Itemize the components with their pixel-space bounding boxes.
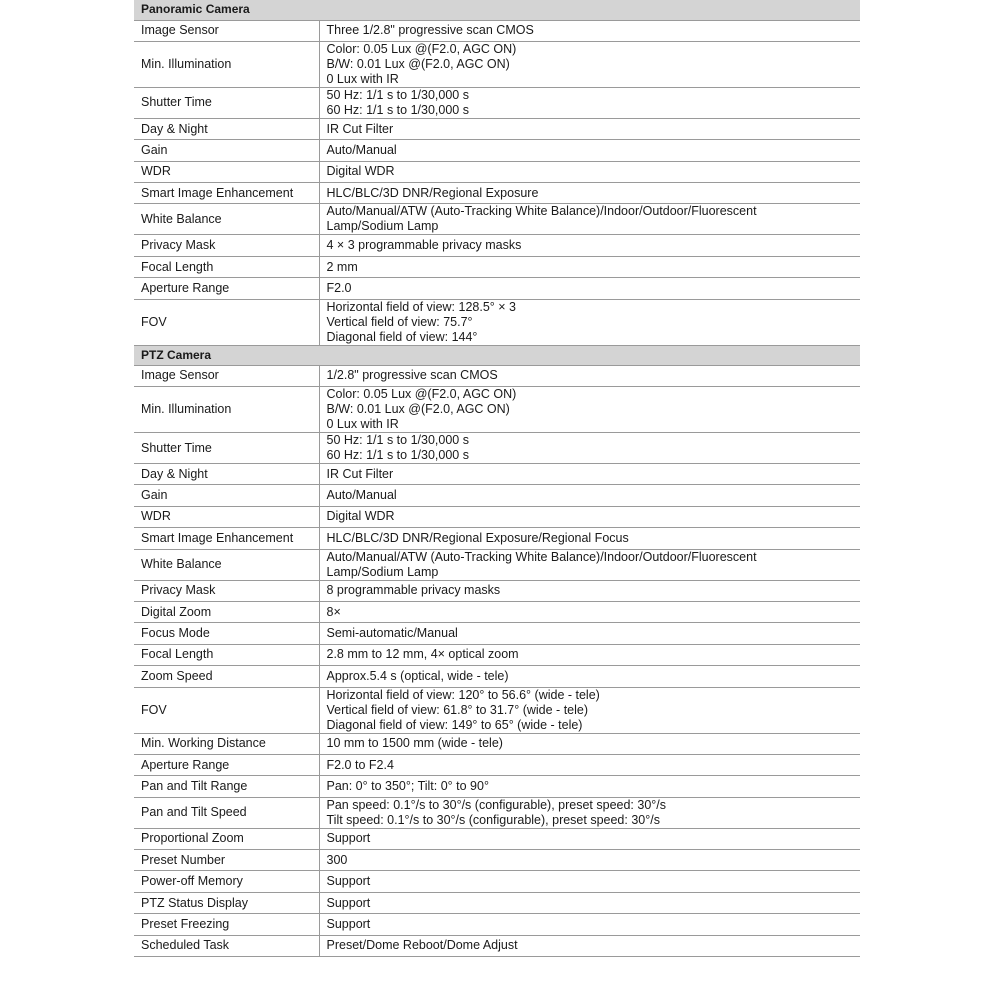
- spec-value: [319, 87, 860, 118]
- spec-value-line: HLC/BLC/3D DNR/Regional Exposure: [326, 185, 539, 200]
- spec-value: [319, 666, 860, 687]
- spec-value: [319, 256, 860, 277]
- spec-value-line: 2.8 mm to 12 mm, 4× optical zoom: [326, 647, 519, 662]
- spec-label: FOV: [134, 687, 319, 733]
- spec-row-panoramic-camera-focal-length: [134, 256, 860, 277]
- spec-value-line: 8×: [326, 604, 341, 619]
- spec-value: [319, 485, 860, 506]
- spec-value: [319, 871, 860, 892]
- spec-row-ptz-camera-gain: [134, 485, 860, 506]
- spec-row-panoramic-camera-fov: [134, 299, 860, 345]
- spec-value-line: Digital WDR: [326, 164, 395, 179]
- spec-value-line: Horizontal field of view: 128.5° × 3: [326, 299, 516, 314]
- spec-value: [319, 754, 860, 775]
- spec-label: Shutter Time: [134, 87, 319, 118]
- spec-table-body: [134, 0, 860, 957]
- spec-value-line: Support: [326, 874, 371, 889]
- spec-label: Min. Working Distance: [134, 733, 319, 754]
- spec-label: Image Sensor: [134, 20, 319, 41]
- spec-value: [319, 687, 860, 733]
- spec-value: [319, 733, 860, 754]
- spec-row-ptz-camera-scheduled-task: [134, 935, 860, 956]
- spec-value-line: Semi-automatic/Manual: [326, 626, 458, 641]
- spec-row-ptz-camera-privacy-mask: [134, 580, 860, 601]
- spec-value: [319, 935, 860, 956]
- spec-value-line: 300: [326, 852, 348, 867]
- spec-value: [319, 528, 860, 549]
- spec-row-ptz-camera-preset-number: [134, 850, 860, 871]
- spec-label: White Balance: [134, 549, 319, 580]
- spec-value-line: Auto/Manual: [326, 142, 397, 157]
- section-header-panoramic-camera: [134, 0, 860, 20]
- spec-row-panoramic-camera-shutter-time: [134, 87, 860, 118]
- spec-row-ptz-camera-smart-image-enhancement: [134, 528, 860, 549]
- spec-value-line: 0 Lux with IR: [326, 71, 399, 86]
- spec-value-line: Support: [326, 916, 371, 931]
- spec-value-line: B/W: 0.01 Lux @(F2.0, AGC ON): [326, 56, 510, 71]
- spec-value: [319, 183, 860, 204]
- spec-value: [319, 204, 860, 235]
- spec-label: Proportional Zoom: [134, 828, 319, 849]
- spec-value: [319, 776, 860, 797]
- spec-value: [319, 506, 860, 527]
- spec-label: Power-off Memory: [134, 871, 319, 892]
- spec-label: Aperture Range: [134, 754, 319, 775]
- spec-value: [319, 161, 860, 182]
- spec-label: Focal Length: [134, 644, 319, 665]
- section-header-ptz-camera: [134, 345, 860, 365]
- spec-value-line: Diagonal field of view: 149° to 65° (wide - tele): [326, 717, 583, 732]
- spec-row-ptz-camera-power-off-memory: [134, 871, 860, 892]
- spec-label: FOV: [134, 299, 319, 345]
- spec-label: WDR: [134, 161, 319, 182]
- spec-value-line: Preset/Dome Reboot/Dome Adjust: [326, 938, 518, 953]
- spec-value-line: Vertical field of view: 61.8° to 31.7° (wide - tele): [326, 702, 589, 717]
- spec-value: [319, 387, 860, 433]
- spec-label: Privacy Mask: [134, 580, 319, 601]
- spec-value: [319, 118, 860, 139]
- spec-value: [319, 549, 860, 580]
- spec-label: Focal Length: [134, 256, 319, 277]
- spec-value-line: IR Cut Filter: [326, 466, 394, 481]
- spec-value: [319, 644, 860, 665]
- spec-row-ptz-camera-day-night: [134, 464, 860, 485]
- spec-value-line: 10 mm to 1500 mm (wide - tele): [326, 736, 503, 751]
- spec-value-line: IR Cut Filter: [326, 121, 394, 136]
- spec-value-line: Digital WDR: [326, 509, 395, 524]
- spec-value: [319, 828, 860, 849]
- spec-value-line: Auto/Manual/ATW (Auto-Tracking White Balance)/Indoor/Outdoor/Fluorescent: [326, 204, 757, 219]
- spec-value: [319, 580, 860, 601]
- spec-label: Privacy Mask: [134, 235, 319, 256]
- spec-value: [319, 797, 860, 828]
- spec-label: Gain: [134, 140, 319, 161]
- spec-label: Scheduled Task: [134, 935, 319, 956]
- spec-value-line: 50 Hz: 1/1 s to 1/30,000 s: [326, 87, 469, 102]
- spec-label: Image Sensor: [134, 365, 319, 386]
- spec-label: PTZ Status Display: [134, 892, 319, 913]
- spec-label: Preset Freezing: [134, 914, 319, 935]
- spec-label: Pan and Tilt Speed: [134, 797, 319, 828]
- spec-value: [319, 433, 860, 464]
- spec-label: Smart Image Enhancement: [134, 183, 319, 204]
- spec-label: Day & Night: [134, 464, 319, 485]
- spec-value-line: F2.0 to F2.4: [326, 757, 394, 772]
- spec-row-ptz-camera-ptz-status-display: [134, 892, 860, 913]
- section-title: Panoramic Camera: [134, 0, 860, 20]
- spec-row-panoramic-camera-image-sensor: [134, 20, 860, 41]
- spec-label: Zoom Speed: [134, 666, 319, 687]
- spec-row-panoramic-camera-aperture-range: [134, 278, 860, 299]
- spec-value-line: Support: [326, 831, 371, 846]
- spec-value: [319, 235, 860, 256]
- spec-row-ptz-camera-digital-zoom: [134, 601, 860, 622]
- spec-row-ptz-camera-proportional-zoom: [134, 828, 860, 849]
- spec-row-ptz-camera-white-balance: [134, 549, 860, 580]
- spec-label: Digital Zoom: [134, 601, 319, 622]
- spec-value-line: 0 Lux with IR: [326, 417, 399, 432]
- spec-value-line: Support: [326, 895, 371, 910]
- spec-row-panoramic-camera-privacy-mask: [134, 235, 860, 256]
- spec-value-line: Color: 0.05 Lux @(F2.0, AGC ON): [326, 41, 517, 56]
- spec-value: [319, 41, 860, 87]
- spec-label: White Balance: [134, 204, 319, 235]
- spec-row-panoramic-camera-wdr: [134, 161, 860, 182]
- spec-value-line: Auto/Manual: [326, 488, 397, 503]
- spec-label: Shutter Time: [134, 433, 319, 464]
- spec-value: [319, 892, 860, 913]
- spec-value-line: 60 Hz: 1/1 s to 1/30,000 s: [326, 448, 469, 463]
- spec-value-line: Horizontal field of view: 120° to 56.6° (wide - tele): [326, 687, 600, 702]
- spec-row-ptz-camera-wdr: [134, 506, 860, 527]
- spec-value: [319, 850, 860, 871]
- spec-row-panoramic-camera-smart-image-enhancement: [134, 183, 860, 204]
- spec-value: [319, 365, 860, 386]
- spec-label: WDR: [134, 506, 319, 527]
- spec-value-line: HLC/BLC/3D DNR/Regional Exposure/Regional Focus: [326, 530, 629, 545]
- spec-value-line: Vertical field of view: 75.7°: [326, 314, 473, 329]
- spec-value-line: 4 × 3 programmable privacy masks: [326, 238, 522, 253]
- spec-value-line: Pan: 0° to 350°; Tilt: 0° to 90°: [326, 779, 489, 793]
- spec-value: [319, 299, 860, 345]
- spec-value-line: Lamp/Sodium Lamp: [326, 564, 439, 579]
- spec-label: Preset Number: [134, 850, 319, 871]
- spec-value-line: 1/2.8" progressive scan CMOS: [326, 368, 498, 383]
- spec-row-ptz-camera-pan-and-tilt-speed: [134, 797, 860, 828]
- spec-row-ptz-camera-aperture-range: [134, 754, 860, 775]
- spec-row-ptz-camera-image-sensor: [134, 365, 860, 386]
- spec-value-line: 60 Hz: 1/1 s to 1/30,000 s: [326, 102, 469, 117]
- spec-value-line: Lamp/Sodium Lamp: [326, 219, 439, 234]
- spec-label: Pan and Tilt Range: [134, 776, 319, 797]
- spec-value: [319, 623, 860, 644]
- spec-value-line: 2 mm: [326, 259, 358, 274]
- spec-label: Focus Mode: [134, 623, 319, 644]
- spec-row-panoramic-camera-day-night: [134, 118, 860, 139]
- section-title: PTZ Camera: [134, 345, 860, 365]
- spec-label: Gain: [134, 485, 319, 506]
- spec-value-line: B/W: 0.01 Lux @(F2.0, AGC ON): [326, 402, 510, 417]
- spec-value-line: Approx.5.4 s (optical, wide - tele): [326, 668, 509, 683]
- spec-row-ptz-camera-focus-mode: [134, 623, 860, 644]
- spec-value-line: Auto/Manual/ATW (Auto-Tracking White Balance)/Indoor/Outdoor/Fluorescent: [326, 549, 757, 564]
- spec-label: Aperture Range: [134, 278, 319, 299]
- spec-row-ptz-camera-fov: [134, 687, 860, 733]
- spec-value-line: Color: 0.05 Lux @(F2.0, AGC ON): [326, 387, 517, 402]
- spec-value-line: 8 programmable privacy masks: [326, 583, 501, 598]
- spec-value-line: Three 1/2.8" progressive scan CMOS: [326, 23, 534, 38]
- spec-label: Min. Illumination: [134, 41, 319, 87]
- spec-row-ptz-camera-pan-and-tilt-range: [134, 776, 860, 797]
- spec-table: [134, 0, 860, 957]
- spec-row-ptz-camera-min-working-distance: [134, 733, 860, 754]
- spec-value: [319, 278, 860, 299]
- spec-value-line: Diagonal field of view: 144°: [326, 329, 478, 344]
- spec-value: [319, 20, 860, 41]
- spec-row-ptz-camera-min-illumination: [134, 387, 860, 433]
- spec-row-panoramic-camera-white-balance: [134, 204, 860, 235]
- spec-label: Day & Night: [134, 118, 319, 139]
- spec-value: [319, 601, 860, 622]
- spec-row-ptz-camera-zoom-speed: [134, 666, 860, 687]
- spec-label: Min. Illumination: [134, 387, 319, 433]
- spec-value: [319, 464, 860, 485]
- spec-value-line: Tilt speed: 0.1°/s to 30°/s (configurable), preset speed: 30°/s: [326, 812, 660, 827]
- spec-value-line: Pan speed: 0.1°/s to 30°/s (configurable), preset speed: 30°/s: [326, 797, 667, 812]
- spec-row-panoramic-camera-min-illumination: [134, 41, 860, 87]
- spec-row-ptz-camera-focal-length: [134, 644, 860, 665]
- spec-value: [319, 914, 860, 935]
- spec-label: Smart Image Enhancement: [134, 528, 319, 549]
- spec-row-ptz-camera-preset-freezing: [134, 914, 860, 935]
- spec-row-panoramic-camera-gain: [134, 140, 860, 161]
- spec-row-ptz-camera-shutter-time: [134, 433, 860, 464]
- spec-value-line: 50 Hz: 1/1 s to 1/30,000 s: [326, 433, 469, 448]
- spec-value: [319, 140, 860, 161]
- spec-value-line: F2.0: [326, 280, 352, 295]
